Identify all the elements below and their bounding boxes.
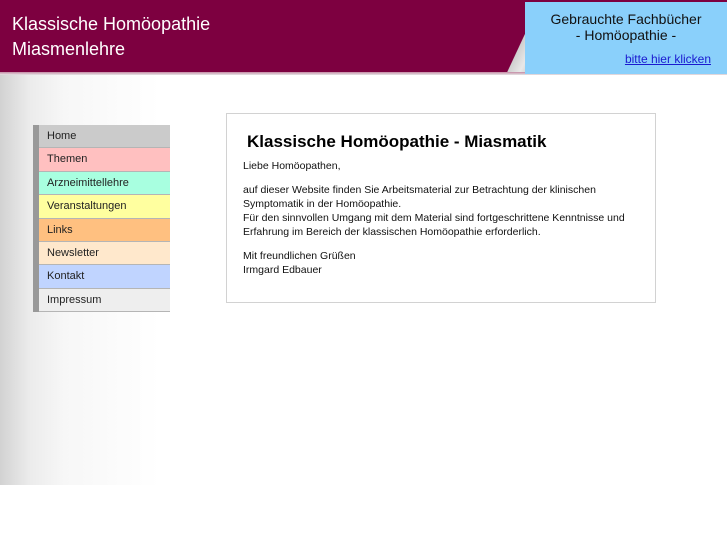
nav-item-arzneimittellehre[interactable]: Arzneimittellehre xyxy=(39,172,170,195)
promo-subtitle: - Homöopathie - xyxy=(575,27,677,43)
promo-link[interactable]: bitte hier klicken xyxy=(624,52,711,66)
signature-text: Irmgard Edbauer xyxy=(243,264,322,276)
site-title xyxy=(12,12,210,62)
nav-item-links[interactable]: Links xyxy=(39,219,170,242)
used-books-promo xyxy=(525,2,727,74)
nav-item-themen[interactable]: Themen xyxy=(39,148,170,171)
greeting-text: Liebe Homöopathen, xyxy=(243,160,341,172)
nav-item-impressum[interactable]: Impressum xyxy=(39,289,170,312)
promo-title: Gebrauchte Fachbücher xyxy=(550,11,702,27)
nav-item-newsletter[interactable]: Newsletter xyxy=(39,242,170,265)
page-heading: Klassische Homöopathie - Miasmatik xyxy=(247,132,547,151)
intro-line3: Für den sinnvollen Umgang mit dem Material sind fortgeschrittene Kenntnisse und xyxy=(243,212,625,224)
nav-item-veranstaltungen[interactable]: Veranstaltungen xyxy=(39,195,170,218)
intro-line2: Symptomatik in der Homöopathie. xyxy=(243,198,402,210)
content-box xyxy=(226,113,656,303)
nav-item-kontakt[interactable]: Kontakt xyxy=(39,265,170,288)
site-title-line1: Klassische Homöopathie xyxy=(12,14,211,34)
site-title-line2: Miasmenlehre xyxy=(12,39,126,59)
intro-paragraph xyxy=(243,183,643,239)
closing-paragraph xyxy=(243,249,643,277)
closing-text: Mit freundlichen Grüßen xyxy=(243,250,356,262)
main-navigation xyxy=(33,125,170,312)
nav-item-home[interactable]: Home xyxy=(39,125,170,148)
intro-line1: auf dieser Website finden Sie Arbeitsmaterial zur Betrachtung der klinischen xyxy=(243,184,596,196)
intro-line4: Erfahrung im Bereich der klassischen Homöopathie erforderlich. xyxy=(243,226,541,238)
